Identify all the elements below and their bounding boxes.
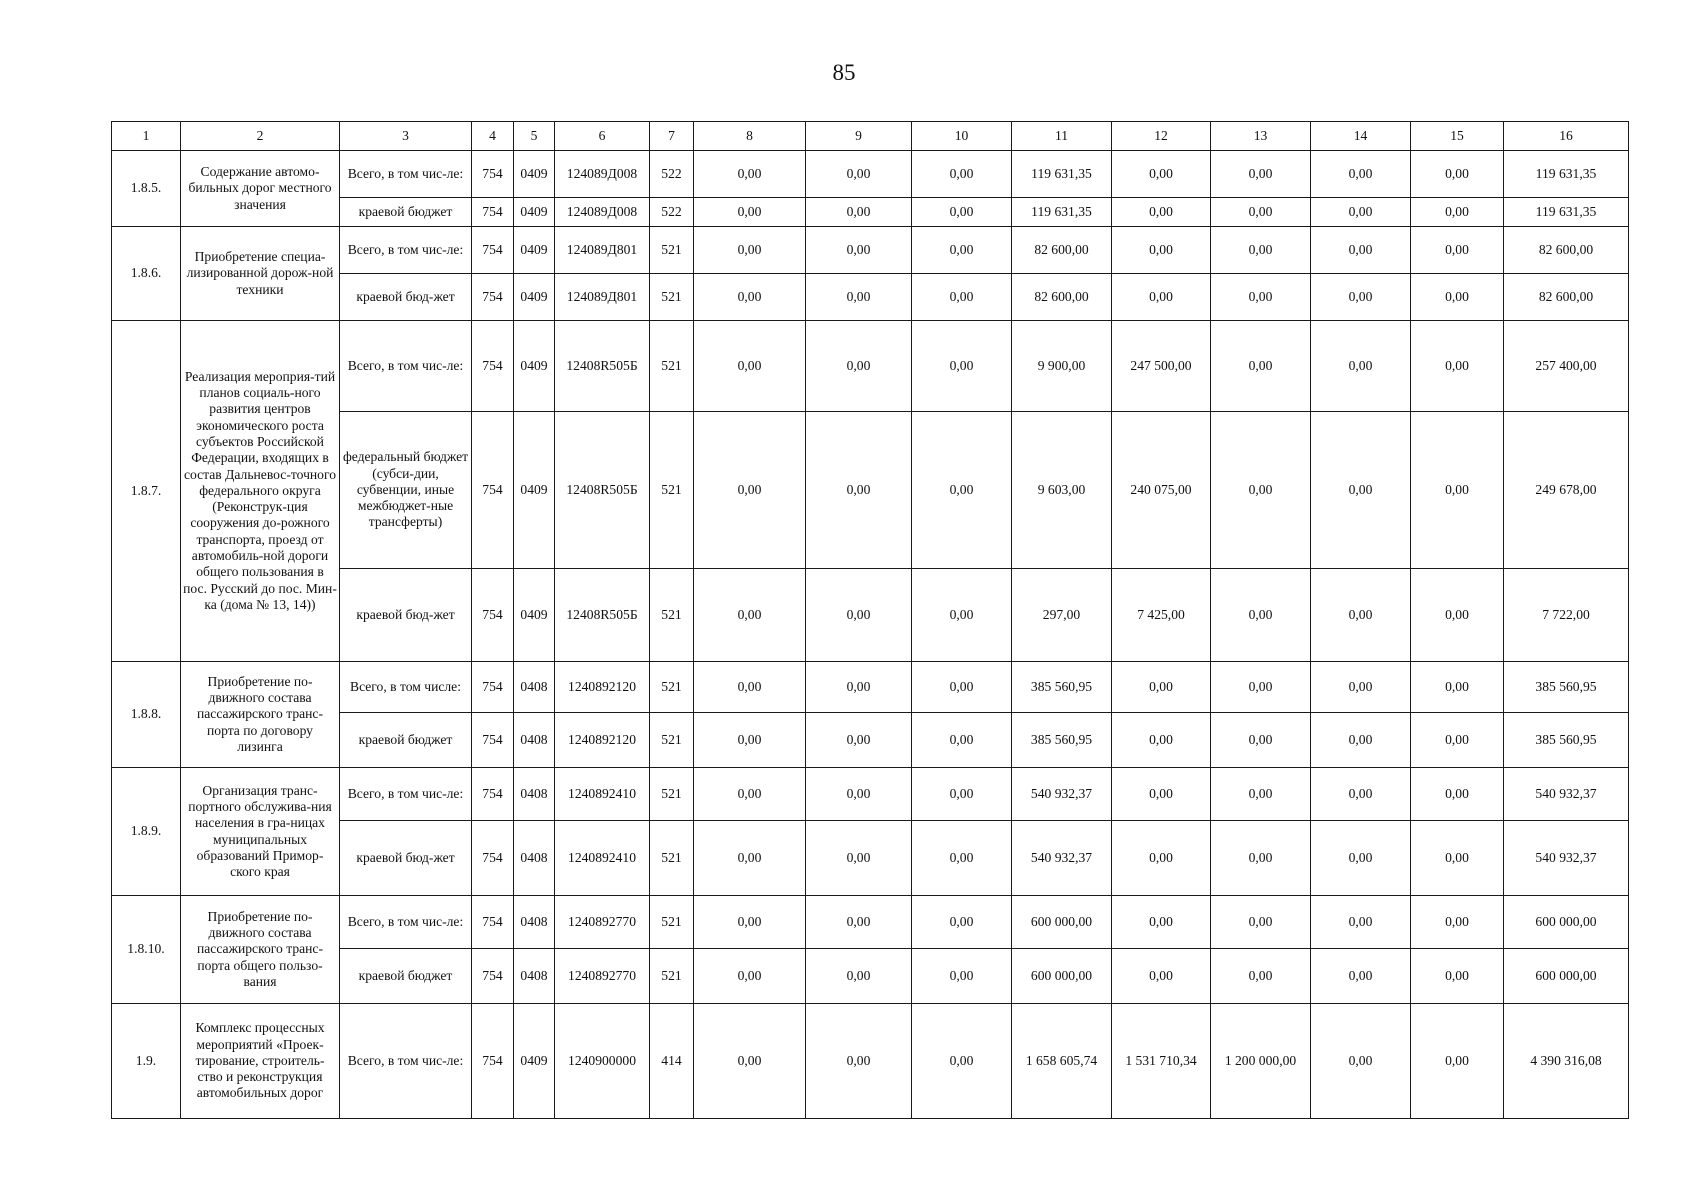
- amount-cell: 0,00: [1411, 227, 1504, 274]
- amount-cell: 0,00: [806, 321, 912, 412]
- table-row: [112, 198, 1629, 227]
- amount-cell: 540 932,37: [1012, 768, 1112, 821]
- amount-cell: 0,00: [1411, 412, 1504, 569]
- amount-cell: 0,00: [1311, 768, 1411, 821]
- amount-cell: 0,00: [694, 821, 806, 896]
- amount-cell: 0,00: [912, 321, 1012, 412]
- amount-cell: 0,00: [694, 1004, 806, 1119]
- ministry-code: 754: [472, 227, 514, 274]
- column-number: 7: [650, 122, 694, 151]
- column-number: 16: [1504, 122, 1629, 151]
- table-row: [112, 227, 1629, 274]
- target-article-code: 12408R505Б: [555, 569, 650, 662]
- item-number: 1.8.9.: [112, 768, 181, 896]
- amount-cell: 0,00: [1411, 569, 1504, 662]
- amount-cell: 0,00: [1211, 821, 1311, 896]
- amount-cell: 0,00: [1112, 151, 1211, 198]
- column-number: 4: [472, 122, 514, 151]
- column-number: 2: [181, 122, 340, 151]
- expense-type-code: 521: [650, 662, 694, 713]
- expense-type-code: 522: [650, 198, 694, 227]
- amount-cell: 0,00: [694, 768, 806, 821]
- table-row: [112, 949, 1629, 1004]
- amount-cell: 0,00: [1211, 412, 1311, 569]
- amount-cell: 0,00: [1311, 662, 1411, 713]
- section-code: 0409: [514, 412, 555, 569]
- total-amount-cell: 600 000,00: [1504, 949, 1629, 1004]
- expense-type-code: 521: [650, 768, 694, 821]
- ministry-code: 754: [472, 896, 514, 949]
- funding-source: Всего, в том чис-ле:: [340, 227, 472, 274]
- amount-cell: 0,00: [694, 662, 806, 713]
- target-article-code: 124089Д801: [555, 227, 650, 274]
- table-row: [112, 713, 1629, 768]
- amount-cell: 297,00: [1012, 569, 1112, 662]
- funding-source: Всего, в том числе:: [340, 662, 472, 713]
- expense-type-code: 521: [650, 274, 694, 321]
- amount-cell: 0,00: [1311, 1004, 1411, 1119]
- ministry-code: 754: [472, 662, 514, 713]
- funding-source: федеральный бюджет (субси-дии, субвенции, иные межбюджет-ные трансферты): [340, 412, 472, 569]
- amount-cell: 0,00: [1411, 662, 1504, 713]
- expense-type-code: 414: [650, 1004, 694, 1119]
- amount-cell: 0,00: [1311, 821, 1411, 896]
- amount-cell: 0,00: [806, 274, 912, 321]
- total-amount-cell: 385 560,95: [1504, 662, 1629, 713]
- item-number: 1.9.: [112, 1004, 181, 1119]
- amount-cell: 0,00: [912, 713, 1012, 768]
- amount-cell: 0,00: [806, 821, 912, 896]
- total-amount-cell: 82 600,00: [1504, 227, 1629, 274]
- amount-cell: 0,00: [1311, 151, 1411, 198]
- section-code: 0408: [514, 713, 555, 768]
- amount-cell: 0,00: [1112, 713, 1211, 768]
- section-code: 0408: [514, 949, 555, 1004]
- funding-source: Всего, в том чис-ле:: [340, 768, 472, 821]
- amount-cell: 0,00: [1411, 274, 1504, 321]
- table-row: [112, 662, 1629, 713]
- target-article-code: 1240892410: [555, 768, 650, 821]
- section-code: 0409: [514, 1004, 555, 1119]
- expense-type-code: 521: [650, 321, 694, 412]
- table-row: [112, 569, 1629, 662]
- amount-cell: 0,00: [912, 151, 1012, 198]
- amount-cell: 0,00: [1211, 198, 1311, 227]
- amount-cell: 119 631,35: [1012, 198, 1112, 227]
- amount-cell: 0,00: [694, 198, 806, 227]
- expense-type-code: 521: [650, 713, 694, 768]
- expense-type-code: 522: [650, 151, 694, 198]
- total-amount-cell: 600 000,00: [1504, 896, 1629, 949]
- amount-cell: 0,00: [912, 274, 1012, 321]
- section-code: 0409: [514, 274, 555, 321]
- funding-source: Всего, в том чис-ле:: [340, 151, 472, 198]
- amount-cell: 9 603,00: [1012, 412, 1112, 569]
- ministry-code: 754: [472, 569, 514, 662]
- expense-type-code: 521: [650, 227, 694, 274]
- column-number: 15: [1411, 122, 1504, 151]
- amount-cell: 0,00: [912, 662, 1012, 713]
- table-row: [112, 321, 1629, 412]
- budget-table: [111, 121, 1629, 1119]
- amount-cell: 0,00: [1211, 227, 1311, 274]
- total-amount-cell: 119 631,35: [1504, 198, 1629, 227]
- amount-cell: 0,00: [1211, 713, 1311, 768]
- amount-cell: 0,00: [806, 412, 912, 569]
- amount-cell: 0,00: [912, 896, 1012, 949]
- item-name: Реализация мероприя-тий планов социаль-ного развития центров экономического роста субъектов Российской Федерации, входящих в состав Дальневос-точного федерального округа (Реконструк-ция сооружения до-рожного транспорта, проезд от автомобиль-ной дороги общего пользования в пос. Русский до пос. Мин-ка (дома № 13, 14)): [181, 321, 340, 662]
- amount-cell: 0,00: [1311, 412, 1411, 569]
- item-number: 1.8.10.: [112, 896, 181, 1004]
- target-article-code: 1240900000: [555, 1004, 650, 1119]
- amount-cell: 600 000,00: [1012, 896, 1112, 949]
- funding-source: Всего, в том чис-ле:: [340, 1004, 472, 1119]
- amount-cell: 0,00: [1211, 949, 1311, 1004]
- amount-cell: 0,00: [1411, 768, 1504, 821]
- amount-cell: 82 600,00: [1012, 227, 1112, 274]
- amount-cell: 0,00: [1411, 896, 1504, 949]
- amount-cell: 0,00: [1411, 151, 1504, 198]
- item-number: 1.8.7.: [112, 321, 181, 662]
- total-amount-cell: 540 932,37: [1504, 821, 1629, 896]
- amount-cell: 0,00: [1112, 662, 1211, 713]
- column-number: 5: [514, 122, 555, 151]
- item-name: Приобретение по-движного состава пассажирского транс-порта по договору лизинга: [181, 662, 340, 768]
- target-article-code: 124089Д008: [555, 198, 650, 227]
- section-code: 0408: [514, 821, 555, 896]
- target-article-code: 124089Д008: [555, 151, 650, 198]
- column-number: 8: [694, 122, 806, 151]
- amount-cell: 0,00: [1112, 227, 1211, 274]
- amount-cell: 0,00: [694, 949, 806, 1004]
- column-number: 10: [912, 122, 1012, 151]
- amount-cell: 7 425,00: [1112, 569, 1211, 662]
- ministry-code: 754: [472, 713, 514, 768]
- total-amount-cell: 385 560,95: [1504, 713, 1629, 768]
- item-name: Приобретение специа-лизированной дорож-ной техники: [181, 227, 340, 321]
- amount-cell: 0,00: [1112, 274, 1211, 321]
- amount-cell: 0,00: [1112, 949, 1211, 1004]
- amount-cell: 247 500,00: [1112, 321, 1211, 412]
- section-code: 0409: [514, 569, 555, 662]
- amount-cell: 0,00: [1211, 321, 1311, 412]
- amount-cell: 0,00: [694, 412, 806, 569]
- total-amount-cell: 257 400,00: [1504, 321, 1629, 412]
- amount-cell: 9 900,00: [1012, 321, 1112, 412]
- amount-cell: 0,00: [1411, 713, 1504, 768]
- section-code: 0409: [514, 198, 555, 227]
- amount-cell: 0,00: [806, 227, 912, 274]
- ministry-code: 754: [472, 1004, 514, 1119]
- amount-cell: 0,00: [1411, 949, 1504, 1004]
- table-row: [112, 821, 1629, 896]
- amount-cell: 0,00: [1311, 949, 1411, 1004]
- item-number: 1.8.6.: [112, 227, 181, 321]
- amount-cell: 0,00: [912, 821, 1012, 896]
- column-number: 6: [555, 122, 650, 151]
- amount-cell: 0,00: [806, 713, 912, 768]
- amount-cell: 0,00: [1311, 274, 1411, 321]
- target-article-code: 1240892770: [555, 896, 650, 949]
- ministry-code: 754: [472, 412, 514, 569]
- ministry-code: 754: [472, 321, 514, 412]
- total-amount-cell: 82 600,00: [1504, 274, 1629, 321]
- target-article-code: 1240892770: [555, 949, 650, 1004]
- ministry-code: 754: [472, 821, 514, 896]
- amount-cell: 0,00: [1211, 896, 1311, 949]
- ministry-code: 754: [472, 274, 514, 321]
- amount-cell: 385 560,95: [1012, 662, 1112, 713]
- amount-cell: 0,00: [1112, 821, 1211, 896]
- section-code: 0409: [514, 321, 555, 412]
- amount-cell: 0,00: [806, 949, 912, 1004]
- amount-cell: 0,00: [694, 569, 806, 662]
- amount-cell: 82 600,00: [1012, 274, 1112, 321]
- table-row: [112, 274, 1629, 321]
- amount-cell: 0,00: [1211, 274, 1311, 321]
- amount-cell: 0,00: [806, 768, 912, 821]
- amount-cell: 0,00: [1411, 821, 1504, 896]
- item-name: Комплекс процессных мероприятий «Проек-тирование, строитель-ство и реконструкция автомобильных дорог: [181, 1004, 340, 1119]
- expense-type-code: 521: [650, 412, 694, 569]
- section-code: 0409: [514, 227, 555, 274]
- amount-cell: 0,00: [694, 227, 806, 274]
- ministry-code: 754: [472, 198, 514, 227]
- column-number: 9: [806, 122, 912, 151]
- amount-cell: 0,00: [912, 227, 1012, 274]
- amount-cell: 1 658 605,74: [1012, 1004, 1112, 1119]
- amount-cell: 0,00: [912, 569, 1012, 662]
- ministry-code: 754: [472, 151, 514, 198]
- amount-cell: 385 560,95: [1012, 713, 1112, 768]
- amount-cell: 0,00: [806, 569, 912, 662]
- item-name: Приобретение по-движного состава пассажирского транс-порта общего пользо-вания: [181, 896, 340, 1004]
- amount-cell: 0,00: [1411, 198, 1504, 227]
- amount-cell: 540 932,37: [1012, 821, 1112, 896]
- column-number: 12: [1112, 122, 1211, 151]
- amount-cell: 0,00: [1311, 713, 1411, 768]
- item-number: 1.8.8.: [112, 662, 181, 768]
- amount-cell: 0,00: [1311, 896, 1411, 949]
- amount-cell: 0,00: [694, 151, 806, 198]
- amount-cell: 0,00: [912, 949, 1012, 1004]
- funding-source: краевой бюд-жет: [340, 821, 472, 896]
- funding-source: Всего, в том чис-ле:: [340, 896, 472, 949]
- total-amount-cell: 7 722,00: [1504, 569, 1629, 662]
- total-amount-cell: 119 631,35: [1504, 151, 1629, 198]
- column-number: 13: [1211, 122, 1311, 151]
- section-code: 0408: [514, 896, 555, 949]
- amount-cell: 0,00: [694, 274, 806, 321]
- amount-cell: 0,00: [912, 198, 1012, 227]
- amount-cell: 0,00: [694, 896, 806, 949]
- amount-cell: 0,00: [1211, 569, 1311, 662]
- funding-source: краевой бюджет: [340, 198, 472, 227]
- funding-source: краевой бюджет: [340, 713, 472, 768]
- amount-cell: 0,00: [806, 896, 912, 949]
- target-article-code: 12408R505Б: [555, 412, 650, 569]
- amount-cell: 0,00: [1311, 198, 1411, 227]
- amount-cell: 0,00: [806, 1004, 912, 1119]
- funding-source: краевой бюд-жет: [340, 569, 472, 662]
- amount-cell: 0,00: [1112, 198, 1211, 227]
- amount-cell: 0,00: [1311, 321, 1411, 412]
- column-number: 11: [1012, 122, 1112, 151]
- amount-cell: 0,00: [1311, 227, 1411, 274]
- amount-cell: 0,00: [1211, 151, 1311, 198]
- table-row: [112, 1004, 1629, 1119]
- item-name: Организация транс-портного обслужива-ния населения в гра-ницах муниципальных образований Примор-ского края: [181, 768, 340, 896]
- amount-cell: 0,00: [1411, 321, 1504, 412]
- amount-cell: 1 200 000,00: [1211, 1004, 1311, 1119]
- amount-cell: 0,00: [806, 198, 912, 227]
- target-article-code: 124089Д801: [555, 274, 650, 321]
- total-amount-cell: 249 678,00: [1504, 412, 1629, 569]
- amount-cell: 0,00: [912, 412, 1012, 569]
- ministry-code: 754: [472, 768, 514, 821]
- table-row: [112, 151, 1629, 198]
- amount-cell: 0,00: [694, 321, 806, 412]
- target-article-code: 1240892120: [555, 662, 650, 713]
- table-row: [112, 412, 1629, 569]
- funding-source: краевой бюджет: [340, 949, 472, 1004]
- column-number-row: [112, 122, 1629, 151]
- section-code: 0408: [514, 768, 555, 821]
- expense-type-code: 521: [650, 896, 694, 949]
- expense-type-code: 521: [650, 569, 694, 662]
- column-number: 14: [1311, 122, 1411, 151]
- amount-cell: 240 075,00: [1112, 412, 1211, 569]
- amount-cell: 600 000,00: [1012, 949, 1112, 1004]
- target-article-code: 1240892120: [555, 713, 650, 768]
- funding-source: Всего, в том чис-ле:: [340, 321, 472, 412]
- page-number: 85: [832, 60, 856, 85]
- amount-cell: 0,00: [1211, 768, 1311, 821]
- amount-cell: 1 531 710,34: [1112, 1004, 1211, 1119]
- funding-source: краевой бюд-жет: [340, 274, 472, 321]
- item-number: 1.8.5.: [112, 151, 181, 227]
- column-number: 1: [112, 122, 181, 151]
- amount-cell: 0,00: [806, 151, 912, 198]
- table-row: [112, 768, 1629, 821]
- total-amount-cell: 4 390 316,08: [1504, 1004, 1629, 1119]
- amount-cell: 0,00: [1411, 1004, 1504, 1119]
- column-number: 3: [340, 122, 472, 151]
- amount-cell: 0,00: [1211, 662, 1311, 713]
- table-row: [112, 896, 1629, 949]
- item-name: Содержание автомо-бильных дорог местного значения: [181, 151, 340, 227]
- section-code: 0409: [514, 151, 555, 198]
- amount-cell: 0,00: [694, 713, 806, 768]
- section-code: 0408: [514, 662, 555, 713]
- amount-cell: 0,00: [912, 768, 1012, 821]
- amount-cell: 0,00: [1311, 569, 1411, 662]
- amount-cell: 0,00: [806, 662, 912, 713]
- amount-cell: 0,00: [1112, 896, 1211, 949]
- expense-type-code: 521: [650, 821, 694, 896]
- total-amount-cell: 540 932,37: [1504, 768, 1629, 821]
- target-article-code: 12408R505Б: [555, 321, 650, 412]
- amount-cell: 0,00: [912, 1004, 1012, 1119]
- expense-type-code: 521: [650, 949, 694, 1004]
- amount-cell: 119 631,35: [1012, 151, 1112, 198]
- ministry-code: 754: [472, 949, 514, 1004]
- target-article-code: 1240892410: [555, 821, 650, 896]
- amount-cell: 0,00: [1112, 768, 1211, 821]
